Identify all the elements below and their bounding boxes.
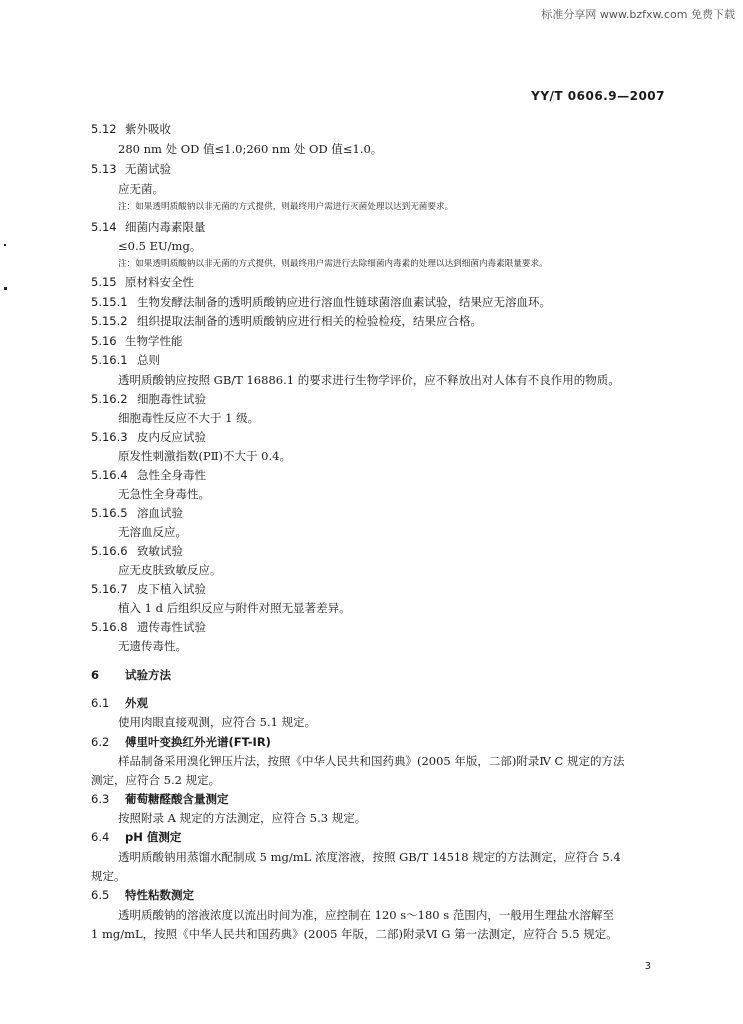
section-5-16-4-heading: 5.16.4 急性全身毒性 bbox=[91, 468, 206, 482]
section-6-4-heading: 6.4 pH 值测定 bbox=[91, 830, 182, 844]
section-5-13-heading: 5.13 无菌试验 bbox=[91, 162, 171, 176]
section-5-16-2-body: 细胞毒性反应不大于 1 级。 bbox=[118, 411, 260, 425]
section-5-16-8-body: 无遗传毒性。 bbox=[118, 639, 187, 653]
section-6-5-body-line2: 1 mg/mL，按照《中华人民共和国药典》(2005 年版，二部)附录Ⅵ G 第一法测定，应符合 5.5 规定。 bbox=[91, 927, 618, 941]
standard-code: YY/T 0606.9—2007 bbox=[531, 89, 665, 103]
section-6-4-body-line2: 规定。 bbox=[91, 869, 126, 883]
section-6-2-body-line1: 样品制备采用溴化钾压片法，按照《中华人民共和国药典》(2005 年版，二部)附录Ⅳ C 规定的方法 bbox=[118, 754, 625, 768]
scan-speck bbox=[4, 244, 6, 246]
section-5-16-5-body: 无溶血反应。 bbox=[118, 525, 187, 539]
section-5-16-heading: 5.16 生物学性能 bbox=[91, 334, 183, 348]
section-5-15-2: 5.15.2 组织提取法制备的透明质酸钠应进行相关的检验检疫，结果应合格。 bbox=[91, 314, 482, 328]
section-5-12-heading: 5.12 紫外吸收 bbox=[91, 122, 171, 136]
section-5-13-note: 注：如果透明质酸钠以非无菌的方式提供，则最终用户需进行灭菌处理以达到无菌要求。 bbox=[118, 202, 454, 212]
section-5-14-heading: 5.14 细菌内毒素限量 bbox=[91, 220, 206, 234]
section-6-5-body-line1: 透明质酸钠的溶液浓度以流出时间为准，应控制在 120 s～180 s 范围内，一般用生理盐水溶解至 bbox=[118, 908, 614, 922]
section-6-1-heading: 6.1 外观 bbox=[91, 696, 148, 710]
page-number: 3 bbox=[644, 961, 651, 972]
section-5-16-5-heading: 5.16.5 溶血试验 bbox=[91, 506, 183, 520]
section-5-14-body: ≤0.5 EU/mg。 bbox=[118, 239, 202, 253]
section-5-16-3-body: 原发性刺激指数(PⅡ)不大于 0.4。 bbox=[118, 449, 291, 463]
section-5-16-1-body: 透明质酸钠应按照 GB/T 16886.1 的要求进行生物学评价，应不释放出对人体有不良作用的物质。 bbox=[118, 373, 620, 387]
section-5-15-heading: 5.15 原材料安全性 bbox=[91, 275, 194, 289]
section-5-16-3-heading: 5.16.3 皮内反应试验 bbox=[91, 430, 206, 444]
section-6-2-body-line2: 测定，应符合 5.2 规定。 bbox=[91, 773, 221, 787]
section-5-16-2-heading: 5.16.2 细胞毒性试验 bbox=[91, 392, 206, 406]
section-6-1-body: 使用肉眼直接观测，应符合 5.1 规定。 bbox=[118, 715, 317, 729]
section-5-16-4-body: 无急性全身毒性。 bbox=[118, 487, 210, 501]
section-6-5-heading: 6.5 特性粘数测定 bbox=[91, 888, 194, 902]
section-5-14-note: 注：如果透明质酸钠以非无菌的方式提供，则最终用户需进行去除细菌内毒素的处理以达到细菌内毒素限量要求。 bbox=[118, 259, 548, 269]
section-5-12-body: 280 nm 处 OD 值≤1.0;260 nm 处 OD 值≤1.0。 bbox=[118, 142, 383, 156]
section-5-16-7-body: 植入 1 d 后组织反应与附件对照无显著差异。 bbox=[118, 601, 351, 615]
section-5-16-6-heading: 5.16.6 致敏试验 bbox=[91, 544, 183, 558]
section-5-15-1: 5.15.1 生物发酵法制备的透明质酸钠应进行溶血性链球菌溶血素试验，结果应无溶血环。 bbox=[91, 295, 551, 309]
section-5-16-6-body: 应无皮肤致敏反应。 bbox=[118, 563, 222, 577]
section-6-2-heading: 6.2 傅里叶变换红外光谱(FT-IR) bbox=[91, 735, 271, 749]
section-6-3-heading: 6.3 葡萄糖醛酸含量测定 bbox=[91, 792, 229, 806]
section-6-4-body-line1: 透明质酸钠用蒸馏水配制成 5 mg/mL 浓度溶液，按照 GB/T 14518 规定的方法测定，应符合 5.4 bbox=[118, 850, 621, 864]
section-6-heading: 6 试验方法 bbox=[91, 668, 171, 682]
watermark-text: 标准分享网 www.bzfxw.com 免费下载 bbox=[541, 8, 735, 21]
section-5-16-7-heading: 5.16.7 皮下植入试验 bbox=[91, 582, 206, 596]
section-6-3-body: 按照附录 A 规定的方法测定，应符合 5.3 规定。 bbox=[118, 811, 367, 825]
section-5-16-1-heading: 5.16.1 总则 bbox=[91, 353, 160, 367]
section-5-13-body: 应无菌。 bbox=[118, 182, 164, 196]
scan-speck bbox=[4, 287, 7, 290]
section-5-16-8-heading: 5.16.8 遗传毒性试验 bbox=[91, 620, 206, 634]
